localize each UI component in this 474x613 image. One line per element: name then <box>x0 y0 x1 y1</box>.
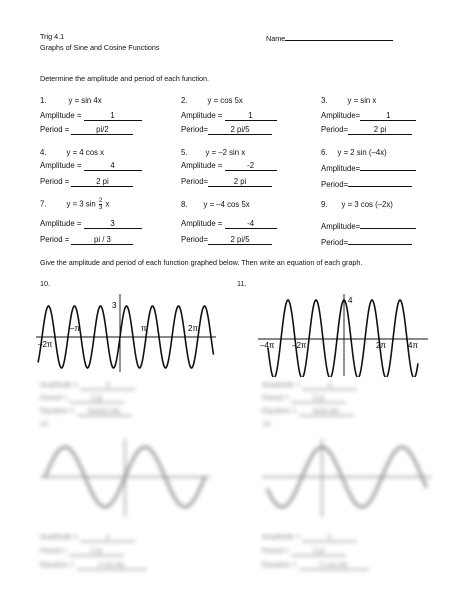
problem-5-amplitude[interactable]: Amplitude = -2 <box>181 161 277 171</box>
problem-5: 5. y = –2 sin x <box>181 148 246 157</box>
graph-13-answers-blurred: Amplitude = 2 Period = 2 pi Equation = 2 cos etc <box>262 530 369 572</box>
graph-10-y-tick: 3 <box>112 301 117 310</box>
course-code: Trig 4.1 <box>40 32 65 41</box>
graph-12-blurred <box>40 435 210 525</box>
problem-7-amplitude[interactable]: Amplitude = 3 <box>40 219 142 229</box>
problem-8: 8. y = –4 cos 5x <box>181 200 250 209</box>
problem-2-amplitude[interactable]: Amplitude = 1 <box>181 111 277 121</box>
problem-1: 1. y = sin 4x <box>40 96 102 105</box>
problem-3: 3. y = sin x <box>321 96 377 105</box>
graph-11-y-tick: 4 <box>348 296 353 305</box>
problem-7: 7. y = 3 sin $\frac{2}{3}$ x <box>40 198 110 211</box>
fraction: $\frac{2}{3}$ <box>98 198 103 211</box>
graph-10 <box>36 290 216 375</box>
problem-4: 4. y = 4 cos x <box>40 148 105 157</box>
graph-10-number: 10. <box>40 279 50 288</box>
problem-9: 9. y = 3 cos (–2x) <box>321 200 393 209</box>
problem-2: 2. y = cos 5x <box>181 96 243 105</box>
name-field[interactable] <box>266 32 393 43</box>
problem-4-period[interactable]: Period = 2 pi <box>40 177 133 187</box>
graph-10-x-tick-neg-2pi: –2π <box>38 340 53 349</box>
problem-8-amplitude[interactable]: Amplitude = -4 <box>181 219 277 229</box>
graph-10-answers-blurred: Amplitude = 3 Period = 2 pi Equation = 3sin(x) etc 12. <box>40 378 135 430</box>
graph-11 <box>258 292 428 377</box>
graph-10-x-tick-neg-pi: –π <box>70 324 80 333</box>
problem-4-amplitude[interactable]: Amplitude = 4 <box>40 161 142 171</box>
graph-11-x-tick-neg-4pi: –4π <box>260 341 275 350</box>
problem-6: 6. y = 2 sin (–4x) <box>321 148 387 157</box>
graph-11-x-tick-4pi: 4π <box>408 341 418 350</box>
problem-9-period[interactable]: Period= <box>321 235 412 247</box>
graph-13-blurred <box>262 435 432 525</box>
name-label: Name <box>266 34 286 43</box>
problem-3-period[interactable]: Period= 2 pi <box>321 125 412 135</box>
problem-6-amplitude[interactable]: Amplitude= <box>321 161 416 173</box>
graph-11-x-tick-2pi: 2π <box>376 341 386 350</box>
instructions-part1: Determine the amplitude and period of each function. <box>40 74 210 83</box>
graph-11-answers-blurred: Amplitude = 4 Period = 2 pi Equation = 4cos etc 13. <box>262 378 357 430</box>
problem-1-period[interactable]: Period = pi/2 <box>40 125 133 135</box>
graph-12-answers-blurred: Amplitude = 2 Period = 2 pi Equation = 2 sin etc <box>40 530 147 572</box>
worksheet-title: Graphs of Sine and Cosine Functions <box>40 43 160 52</box>
graph-11-number: 11. <box>237 279 247 288</box>
graph-11-curve <box>268 300 418 377</box>
problem-3-amplitude[interactable]: Amplitude= 1 <box>321 111 416 121</box>
graph-10-x-tick-pi: π <box>141 324 147 333</box>
problem-5-period[interactable]: Period= 2 pi <box>181 177 272 187</box>
problem-9-amplitude[interactable]: Amplitude= <box>321 219 416 231</box>
problem-1-amplitude[interactable]: Amplitude = 1 <box>40 111 142 121</box>
instructions-part2: Give the amplitude and period of each function graphed below. Then write an equation of each graph. <box>40 258 363 267</box>
problem-2-period[interactable]: Period= 2 pi/5 <box>181 125 272 135</box>
problem-7-period[interactable]: Period = pi / 3 <box>40 235 133 245</box>
problem-8-period[interactable]: Period= 2 pi/5 <box>181 235 272 245</box>
graph-11-x-tick-neg-2pi: –2π <box>292 341 307 350</box>
graph-10-x-tick-2pi: 2π <box>188 324 198 333</box>
problem-6-period[interactable]: Period= <box>321 177 412 189</box>
